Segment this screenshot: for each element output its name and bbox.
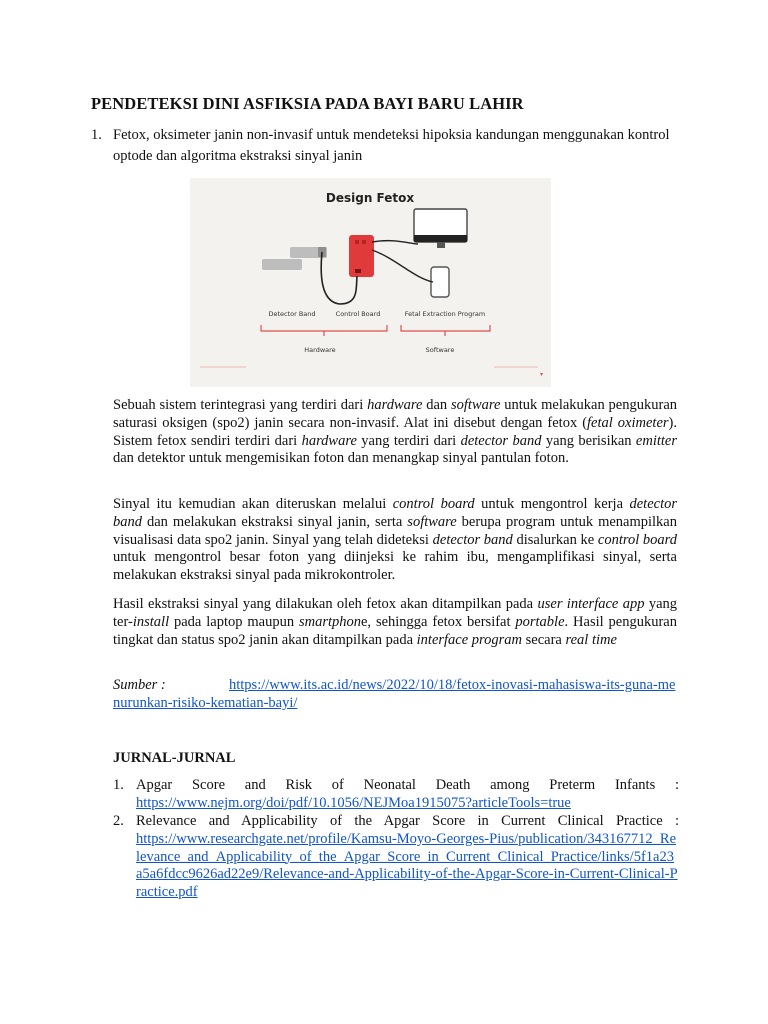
- smartphone-icon: [431, 267, 449, 297]
- journal-link[interactable]: https://www.researchgate.net/profile/Kamsu-Moyo-Georges-Pius/publication/343167712_Relevance_and_Applicability_of_the_Apgar_Score_in_Current_Clinical_Practice/links/5f1a23a5a6fdcc9626ad22e9/Relevance-and-Applicability-of-the-Apgar-Score-in-Current-Clinical-Practice.pdf: [136, 830, 678, 901]
- source-line: [113, 677, 677, 713]
- paragraph-2: Sinyal itu kemudian akan diteruskan melalui control board untuk mengontrol kerja detector band dan melakukan ekstraksi sinyal janin, serta software berupa program untuk menampilkan visualisasi data spo2 janin. Sinyal yang telah dideteksi detector band disalurkan ke control board untuk mengontrol besar foton yang diinjeksi ke rahim ibu, mengamplifikasi sinyal, serta melakukan ekstraksi sinyal pada mikrokontroler.: [113, 496, 678, 584]
- list-number: 1.: [91, 127, 102, 143]
- label-software: Software: [425, 346, 455, 354]
- list-item-text: Fetox, oksimeter janin non-invasif untuk mendeteksi hipoksia kandungan menggunakan kontrol optode dan algoritma ekstraksi sinyal janin: [113, 127, 670, 164]
- source-label: Sumber :: [113, 677, 166, 693]
- design-fetox-figure: [190, 178, 551, 387]
- journal-title: Apgar Score and Risk of Neonatal Death among Preterm Infants :: [136, 777, 679, 793]
- label-detector-band: Detector Band: [268, 310, 316, 318]
- hardware-bracket: [261, 325, 387, 331]
- monitor-icon: [414, 209, 467, 248]
- detector-band-icon: [262, 247, 327, 270]
- journals-heading: JURNAL-JURNAL: [113, 750, 236, 766]
- journal-link[interactable]: https://www.nejm.org/doi/pdf/10.1056/NEJMoa1915075?articleTools=true: [136, 794, 571, 811]
- software-bracket: [401, 325, 490, 331]
- source-link[interactable]: https://www.its.ac.id/news/2022/10/18/fetox-inovasi-mahasiswa-its-guna-menurunkan-risiko-kematian-bayi/: [113, 677, 676, 711]
- journal-number: 2.: [113, 813, 124, 829]
- figure-title: Design Fetox: [325, 191, 415, 205]
- journal-number: 1.: [113, 777, 124, 793]
- label-control-board: Control Board: [335, 310, 381, 318]
- label-fetal-extraction: Fetal Extraction Program: [404, 310, 486, 318]
- design-fetox-diagram: [190, 178, 551, 387]
- paragraph-3: Hasil ekstraksi sinyal yang dilakukan oleh fetox akan ditampilkan pada user interface app yang ter-install pada laptop maupun smartphone, sehingga fetox bersifat portable. Hasil pengukuran tingkat dan status spo2 janin akan ditampilkan pada interface program secara real time: [113, 596, 678, 648]
- control-board-icon: [349, 235, 374, 277]
- journal-title: Relevance and Applicability of the Apgar Score in Current Clinical Practice :: [136, 813, 679, 829]
- arrow-down-icon: [540, 373, 543, 376]
- document-title: PENDETEKSI DINI ASFIKSIA PADA BAYI BARU LAHIR: [91, 94, 524, 113]
- paragraph-1: Sebuah sistem terintegrasi yang terdiri dari hardware dan software untuk melakukan pengukuran saturasi oksigen (spo2) janin secara non-invasif. Alat ini disebut dengan fetox (fetal oximeter). Sistem fetox sendiri terdiri dari hardware yang terdiri dari detector band yang berisikan emitter dan detektor untuk mengemisikan foton dan menangkap sinyal pantulan foton.: [113, 397, 678, 467]
- label-hardware: Hardware: [304, 346, 336, 354]
